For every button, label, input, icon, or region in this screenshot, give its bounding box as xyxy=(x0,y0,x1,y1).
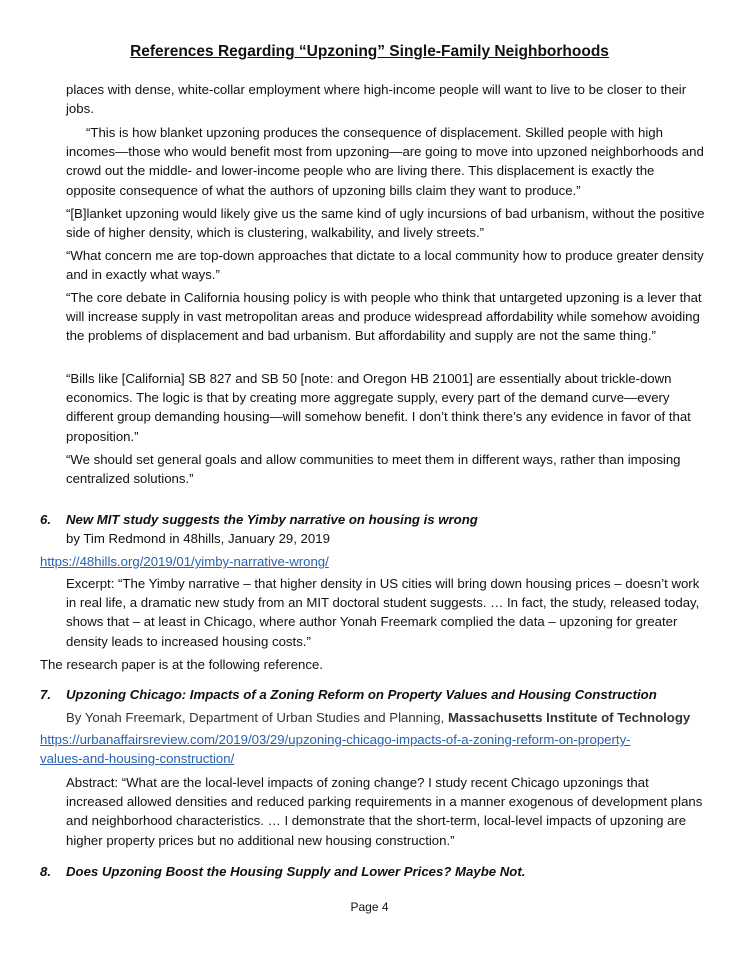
item-link-line1[interactable]: https://urbanaffairsreview.com/2019/03/29/upzoning-chicago-impacts-of-a-zoning-reform-on-property- xyxy=(40,732,631,747)
byline-text: By Yonah Freemark, Department of Urban Studies and Planning, xyxy=(66,710,448,725)
item-byline: by Tim Redmond in 48hills, January 29, 2019 xyxy=(66,531,330,546)
quote-paragraph: “Bills like [California] SB 827 and SB 50 [note: and Oregon HB 21001] are essentially about trickle-down economics. The logic is that by creating more aggregate supply, every part of the demand curve—every different group demanding housing—will somehow benefit. I don’t think there’s any evidence in favor of that proposition.” xyxy=(66,371,691,444)
quote-paragraph: “We should set general goals and allow communities to meet them in different ways, rather than imposing centralized solutions.” xyxy=(66,452,681,487)
item-byline xyxy=(66,708,726,727)
quote-paragraph: “The core debate in California housing policy is with people who think that untargeted upzoning is a lever that will increase supply in vast metropolitan areas and produce widespread affordability while somehow avoiding the problems of displacement and bad urbanism. But affordability and supply are not the same thing.” xyxy=(66,290,702,344)
quote-paragraph: “[B]lanket upzoning would likely give us the same kind of ugly incursions of bad urbanism, without the positive side of higher density, which is clustering, walkability, and lively streets.” xyxy=(66,206,705,241)
item-number: 7. xyxy=(40,687,51,702)
item-link[interactable]: https://48hills.org/2019/01/yimby-narrative-wrong/ xyxy=(40,554,329,569)
item-abstract: Abstract: “What are the local-level impacts of zoning change? I study recent Chicago upzonings that increased allowed densities and reduced parking requirements in a manner exogenous of development plans and neighborhood characteristics. … I demonstrate that the short-term, local-level impacts of upzoning are higher property prices but no additional new housing construction.” xyxy=(66,775,703,848)
item-excerpt: Excerpt: “The Yimby narrative – that higher density in US cities will bring down housing prices – doesn’t work in real life, a dramatic new study from an MIT doctoral student suggests. … In fact, the study, released today, shows that – at least in Chicago, where author Yonah Freemark complied the data – upzoning for greater density leads to increased housing costs.” xyxy=(66,576,700,649)
item-heading: New MIT study suggests the Yimby narrative on housing is wrong xyxy=(66,512,478,527)
item-number: 8. xyxy=(40,864,51,879)
item-note: The research paper is at the following reference. xyxy=(40,657,323,672)
quote-paragraph: “What concern me are top-down approaches that dictate to a local community how to produce greater density and in exactly what ways.” xyxy=(66,248,704,283)
byline-institution: Massachusetts Institute of Technology xyxy=(447,710,691,725)
item-number: 6. xyxy=(40,512,51,527)
item-heading: Does Upzoning Boost the Housing Supply and Lower Prices? Maybe Not. xyxy=(66,864,526,879)
item-link-line2[interactable]: values-and-housing-construction/ xyxy=(40,751,235,766)
item-heading: Upzoning Chicago: Impacts of a Zoning Reform on Property Values and Housing Construction xyxy=(66,687,657,702)
page-number: Page 4 xyxy=(350,900,389,914)
page-title: References Regarding “Upzoning” Single-Family Neighborhoods xyxy=(130,43,609,60)
quote-paragraph: places with dense, white-collar employment where high-income people will want to live to be closer to their jobs. xyxy=(66,82,687,117)
quote-paragraph: “This is how blanket upzoning produces the consequence of displacement. Skilled people with high incomes—those who would benefit most from upzoning—are going to move into upzoned neighborhoods and crowd out the middle- and lower-income people who are living there. This displacement is exactly the opposite consequence of what the authors of upzoning bills claim they want to produce.” xyxy=(66,125,704,198)
